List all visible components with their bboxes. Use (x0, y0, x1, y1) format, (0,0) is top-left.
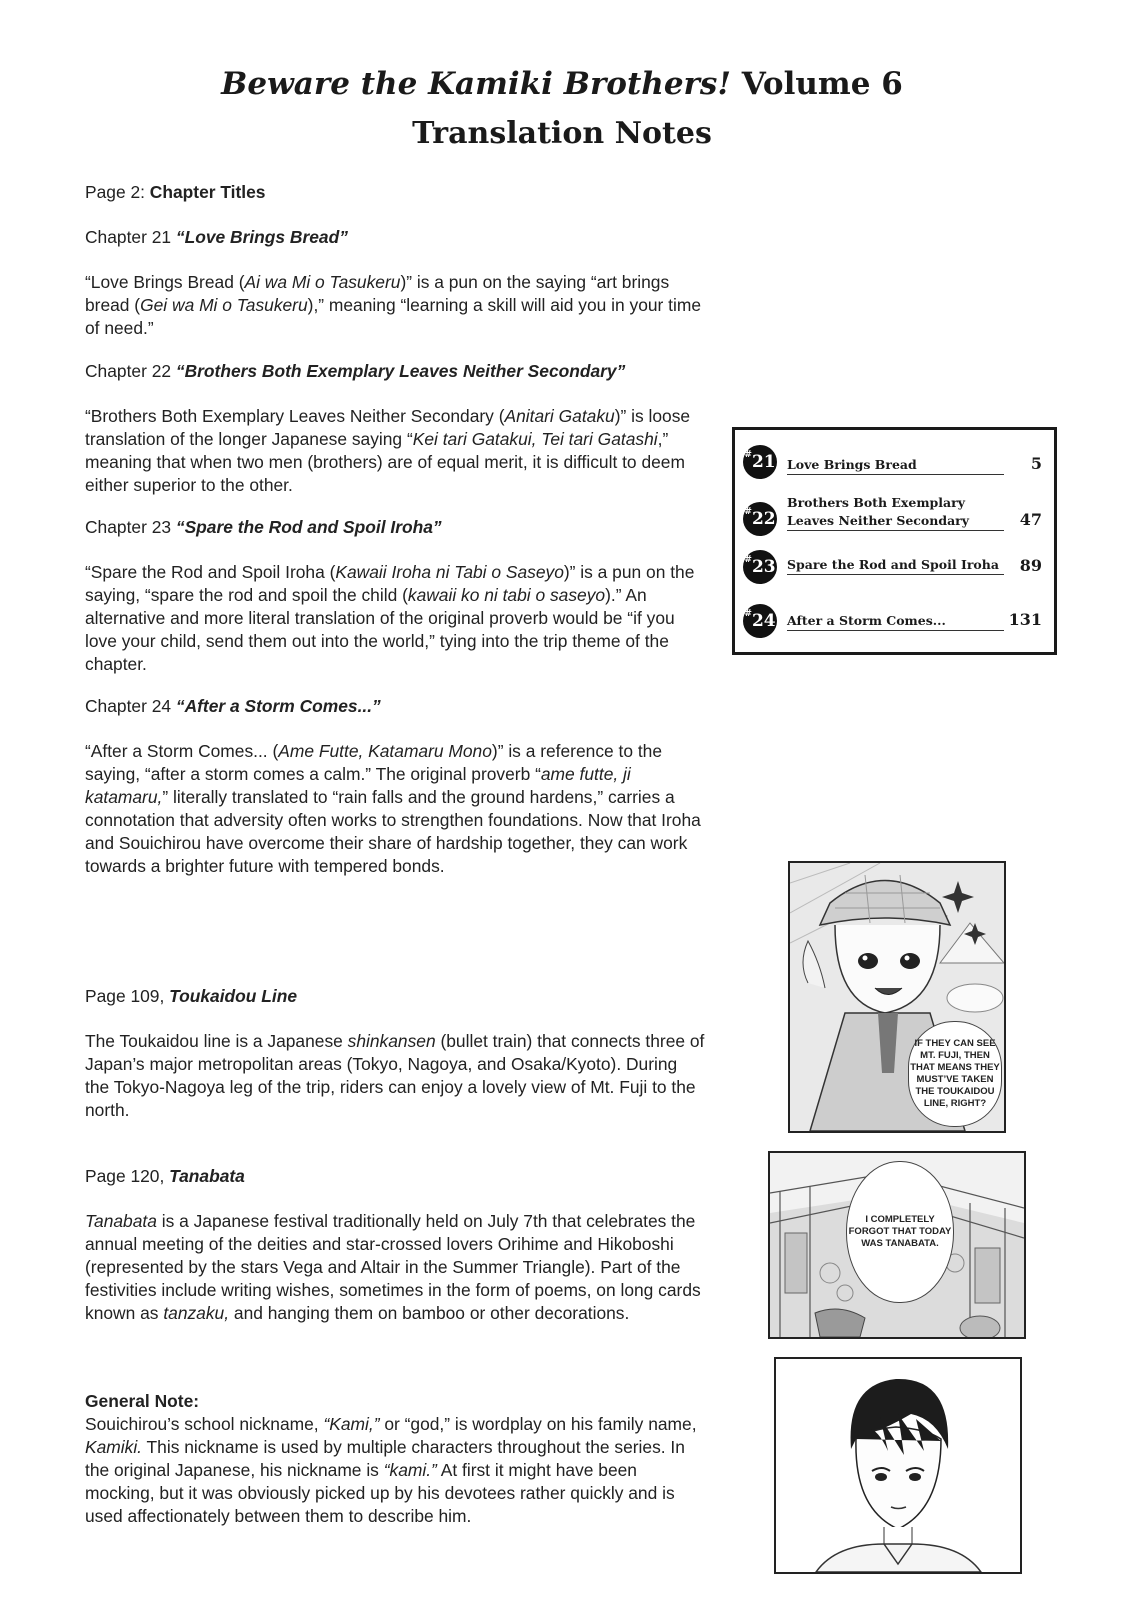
chapter-number-badge: #21 (743, 445, 777, 479)
note-paragraph: “Love Brings Bread (Ai wa Mi o Tasukeru)” is a pun on the saying “art brings bread (Gei wa Mi o Tasukeru),” meaning “learning a skill will aid you in your time of need.” (85, 272, 702, 338)
toc-page-number: 89 (1019, 556, 1042, 575)
chapter-label: Chapter 21 (85, 227, 176, 247)
manga-panel-tanabata (768, 1151, 1026, 1339)
chapter-label: Chapter 22 (85, 361, 176, 381)
document-subtitle: Translation Notes (412, 116, 712, 151)
toc-title: Love Brings Bread (787, 456, 1004, 475)
manga-panel-portrait (774, 1357, 1022, 1574)
souichirou-portrait-illustration (776, 1359, 1020, 1572)
chapter-number-badge: #24 (743, 604, 777, 638)
chapter-number-badge: #23 (743, 550, 777, 584)
document-title (0, 66, 1124, 102)
speech-bubble-fuji: IF THEY CAN SEE MT. FUJI, THEN THAT MEANS THEY MUST’VE TAKEN THE TOUKAIDOU LINE, RIGHT? (908, 1021, 1002, 1127)
general-note (85, 1390, 705, 1528)
toc-page-number: 131 (1008, 610, 1042, 629)
toc-title: After a Storm Comes... (787, 612, 1004, 631)
chapter-title: “Love Brings Bread” (175, 227, 348, 247)
manga-panel-fuji (788, 861, 1006, 1133)
speech-bubble-tanabata: I COMPLETELY FORGOT THAT TODAY WAS TANABATA. (846, 1161, 954, 1303)
note-paragraph: Souichirou’s school nickname, “Kami,” or “god,” is wordplay on his family name, Kamiki. This nickname is used by multiple characters throughout the series. In the original Japanese, his nickname is “kami.” At first it might have been mocking, but it was obviously picked up by his devotees rather quickly and is used affectionately between them to describe him. (85, 1414, 697, 1526)
toc-entry (743, 444, 1042, 480)
note-paragraph: “After a Storm Comes... (Ame Futte, Katamaru Mono)” is a reference to the saying, “after a storm comes a calm.” The original proverb “ame futte, ji katamaru,” literally translated to “rain falls and the ground hardens,” carries a connotation that adversity often works to strengthen foundations. Now that Iroha and Souichirou have overcome their share of hardship together, they can work towards a brighter future with tempered bonds. (85, 741, 701, 876)
note-chapter21 (85, 226, 705, 340)
toc-entry (743, 550, 1042, 586)
note-page109 (85, 985, 705, 1122)
note-chapter22 (85, 360, 705, 497)
note-page120 (85, 1165, 705, 1325)
chapter-label: Chapter 23 (85, 517, 176, 537)
toc-entry (743, 494, 1042, 540)
series-title: Beware the Kamiki Brothers! (221, 66, 731, 102)
chapter-title: “Spare the Rod and Spoil Iroha” (175, 517, 442, 537)
note-paragraph: The Toukaidou line is a Japanese shinkansen (bullet train) that connects three of Japan’s major metropolitan areas (Tokyo, Nagoya, and Osaka/Kyoto). During the Tokyo-Nagoya leg of the trip, riders can enjoy a lovely view of Mt. Fuji to the north. (85, 1031, 705, 1120)
note-heading: Chapter Titles (149, 182, 266, 202)
chapter-number-badge: #22 (743, 502, 777, 536)
note-prefix: Page 2: (85, 182, 150, 202)
note-prefix: Page 120, (85, 1166, 170, 1186)
toc-entry (743, 602, 1042, 640)
toc-title: Brothers Both Exemplary Leaves Neither Secondary (787, 494, 1004, 531)
toc-page-number: 5 (1030, 454, 1042, 473)
note-heading: General Note: (85, 1391, 200, 1411)
table-of-contents (732, 427, 1057, 655)
chapter-label: Chapter 24 (85, 696, 176, 716)
note-heading: Toukaidou Line (169, 986, 297, 1006)
note-prefix: Page 109, (85, 986, 170, 1006)
chapter-title: “After a Storm Comes...” (175, 696, 381, 716)
note-paragraph: “Brothers Both Exemplary Leaves Neither Secondary (Anitari Gataku)” is loose translation of the longer Japanese saying “Kei tari Gatakui, Tei tari Gatashi,” meaning that when two men (brothers) are of equal merit, it is difficult to deem either superior to the other. (85, 406, 691, 495)
note-paragraph: Tanabata is a Japanese festival traditionally held on July 7th that celebrates the annual meeting of the deities and star-crossed lovers Orihime and Hikoboshi (represented by the stars Vega and Altair in the Summer Triangle). Part of the festivities include writing wishes, sometimes in the form of poems, on long cards known as tanzaku, and hanging them on bamboo or other decorations. (85, 1211, 701, 1323)
note-paragraph: “Spare the Rod and Spoil Iroha (Kawaii Iroha ni Tabi o Saseyo)” is a pun on the saying, “spare the rod and spoil the child (kawaii ko ni tabi o saseyo).” An alternative and more literal translation of the original proverb would be “if you love your child, send them out into the world,” tying into the trip theme of the chapter. (85, 562, 695, 674)
chapter-title: “Brothers Both Exemplary Leaves Neither Secondary” (175, 361, 626, 381)
toc-page-number: 47 (1019, 510, 1042, 529)
note-heading: Tanabata (169, 1166, 245, 1186)
note-chapter24 (85, 695, 705, 878)
volume-label: Volume 6 (730, 66, 903, 102)
note-chapter23 (85, 516, 705, 676)
toc-title: Spare the Rod and Spoil Iroha (787, 556, 1004, 575)
note-page2 (85, 181, 705, 204)
